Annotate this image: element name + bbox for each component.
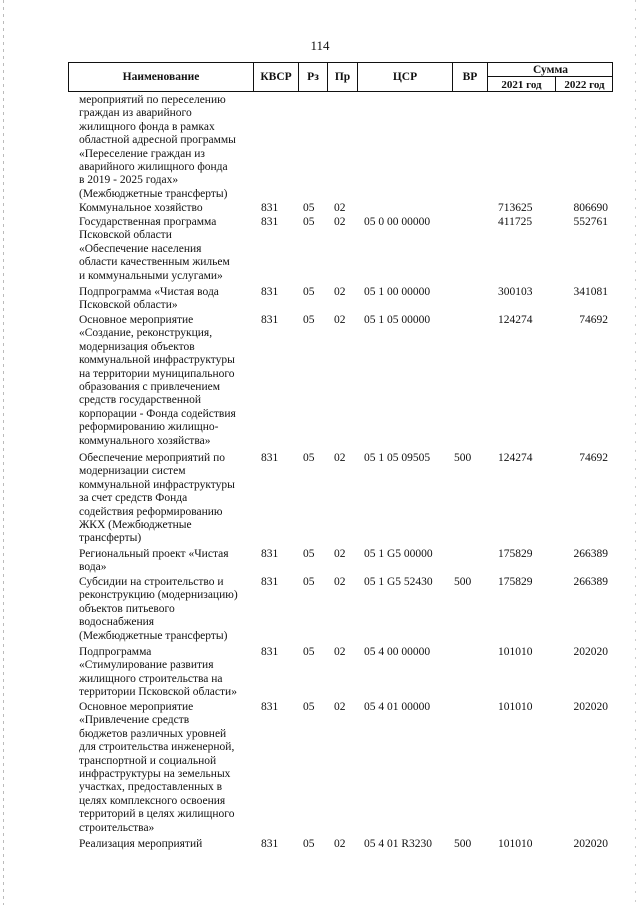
row-kvsr: 831 — [261, 216, 279, 228]
row-csr: 05 1 05 09505 — [364, 452, 431, 464]
scan-edge-left — [3, 0, 4, 905]
row-sum-2022: 202020 — [573, 646, 608, 658]
header-year-2021: 2021 год — [488, 77, 556, 92]
scan-edge-right — [635, 0, 636, 905]
row-pr: 02 — [334, 452, 346, 464]
row-pr: 02 — [334, 314, 346, 326]
row-name: Коммунальное хозяйство — [79, 202, 203, 214]
row-csr: 05 4 01 R3230 — [364, 838, 433, 850]
row-kvsr: 831 — [261, 452, 279, 464]
row-sum-2021: 175829 — [498, 548, 533, 560]
row-name: Обеспечение мероприятий по модернизации систем коммунальной инфраструктуры за счет средств Фонда содействия реформированию ЖКХ (Межбюджетные трансферты) — [79, 452, 235, 545]
row-pr: 02 — [334, 286, 346, 298]
row-csr: 05 1 G5 52430 — [364, 576, 433, 588]
header-pr: Пр — [328, 63, 358, 91]
row-sum-2022: 806690 — [573, 202, 608, 214]
row-name: Основное мероприятие «Привлечение средств бюджетов различных уровней для строительства инженерной, транспортной и социальной инфраструктуры на земельных участках, предоставленных в целях комплексного освоения территорий в целях жилищного строительства» — [79, 701, 235, 834]
row-rz: 05 — [303, 216, 315, 228]
row-name: Подпрограмма «Стимулирование развития жилищного строительства на территории Псковской области» — [79, 646, 237, 699]
row-sum-2021: 124274 — [498, 314, 533, 326]
row-rz: 05 — [303, 452, 315, 464]
header-kvsr: КВСР — [254, 63, 299, 91]
row-sum-2022: 74692 — [579, 452, 608, 464]
row-vr: 500 — [454, 838, 472, 850]
row-sum-2021: 713625 — [498, 202, 533, 214]
row-kvsr: 831 — [261, 646, 279, 658]
row-kvsr: 831 — [261, 286, 279, 298]
header-year-2022: 2022 год — [564, 78, 605, 91]
row-name: Подпрограмма «Чистая вода Псковской области» — [79, 286, 219, 312]
row-name: мероприятий по переселению граждан из аварийного жилищного фонда в рамках областной адресной программы «Переселение граждан из аварийного жилищного фонда в 2019 - 2025 годах» (Межбюджетные трансферты) — [79, 94, 236, 200]
row-rz: 05 — [303, 286, 315, 298]
row-pr: 02 — [334, 548, 346, 560]
row-pr: 02 — [334, 216, 346, 228]
header-sum: Сумма — [488, 63, 613, 77]
row-pr: 02 — [334, 838, 346, 850]
row-sum-2021: 300103 — [498, 286, 533, 298]
row-sum-2022: 202020 — [573, 701, 608, 713]
row-rz: 05 — [303, 646, 315, 658]
row-sum-2022: 552761 — [573, 216, 608, 228]
row-sum-2021: 175829 — [498, 576, 533, 588]
row-csr: 05 4 00 00000 — [364, 646, 431, 658]
row-sum-2022: 266389 — [573, 576, 608, 588]
row-rz: 05 — [303, 548, 315, 560]
row-kvsr: 831 — [261, 838, 279, 850]
row-rz: 05 — [303, 701, 315, 713]
row-rz: 05 — [303, 202, 315, 214]
row-kvsr: 831 — [261, 202, 279, 214]
header-rz: Рз — [299, 63, 328, 91]
row-sum-2021: 101010 — [498, 646, 533, 658]
row-name: Реализация мероприятий — [79, 838, 203, 850]
row-kvsr: 831 — [261, 548, 279, 560]
row-sum-2022: 341081 — [573, 286, 608, 298]
row-vr: 500 — [454, 452, 472, 464]
row-kvsr: 831 — [261, 576, 279, 588]
header-vr: ВР — [453, 63, 488, 91]
row-name: Государственная программа Псковской области «Обеспечение населения области качественным жильем и коммунальными услугами» — [79, 216, 230, 282]
row-sum-2022: 202020 — [573, 838, 608, 850]
row-vr: 500 — [454, 576, 472, 588]
row-rz: 05 — [303, 838, 315, 850]
row-sum-2021: 101010 — [498, 701, 533, 713]
row-csr: 05 1 00 00000 — [364, 286, 431, 298]
row-sum-2022: 266389 — [573, 548, 608, 560]
row-kvsr: 831 — [261, 314, 279, 326]
row-csr: 05 1 G5 00000 — [364, 548, 433, 560]
header-name: Наименование — [69, 63, 254, 91]
page-number: 114 — [310, 38, 330, 53]
row-pr: 02 — [334, 576, 346, 588]
row-sum-2021: 124274 — [498, 452, 533, 464]
row-sum-2021: 411725 — [498, 216, 533, 228]
row-name: Региональный проект «Чистая вода» — [79, 548, 229, 574]
row-pr: 02 — [334, 701, 346, 713]
row-csr: 05 0 00 00000 — [364, 216, 431, 228]
row-sum-2021: 101010 — [498, 838, 533, 850]
row-sum-2022: 74692 — [579, 314, 608, 326]
row-rz: 05 — [303, 314, 315, 326]
row-pr: 02 — [334, 202, 346, 214]
table-header — [68, 62, 613, 92]
row-kvsr: 831 — [261, 701, 279, 713]
row-csr: 05 1 05 00000 — [364, 314, 431, 326]
row-rz: 05 — [303, 576, 315, 588]
row-csr: 05 4 01 00000 — [364, 701, 431, 713]
row-name: Субсидии на строительство и реконструкцию (модернизацию) объектов питьевого водоснабжения (Межбюджетные трансферты) — [79, 576, 238, 642]
header-csr: ЦСР — [358, 63, 453, 91]
row-pr: 02 — [334, 646, 346, 658]
row-name: Основное мероприятие «Создание, реконструкция, модернизация объектов коммунальной инфраструктуры на территории муниципального образования с привлечением средств государственной корпорации - Фонда содействия реформированию жилищно- коммунального хозяйства» — [79, 314, 236, 447]
